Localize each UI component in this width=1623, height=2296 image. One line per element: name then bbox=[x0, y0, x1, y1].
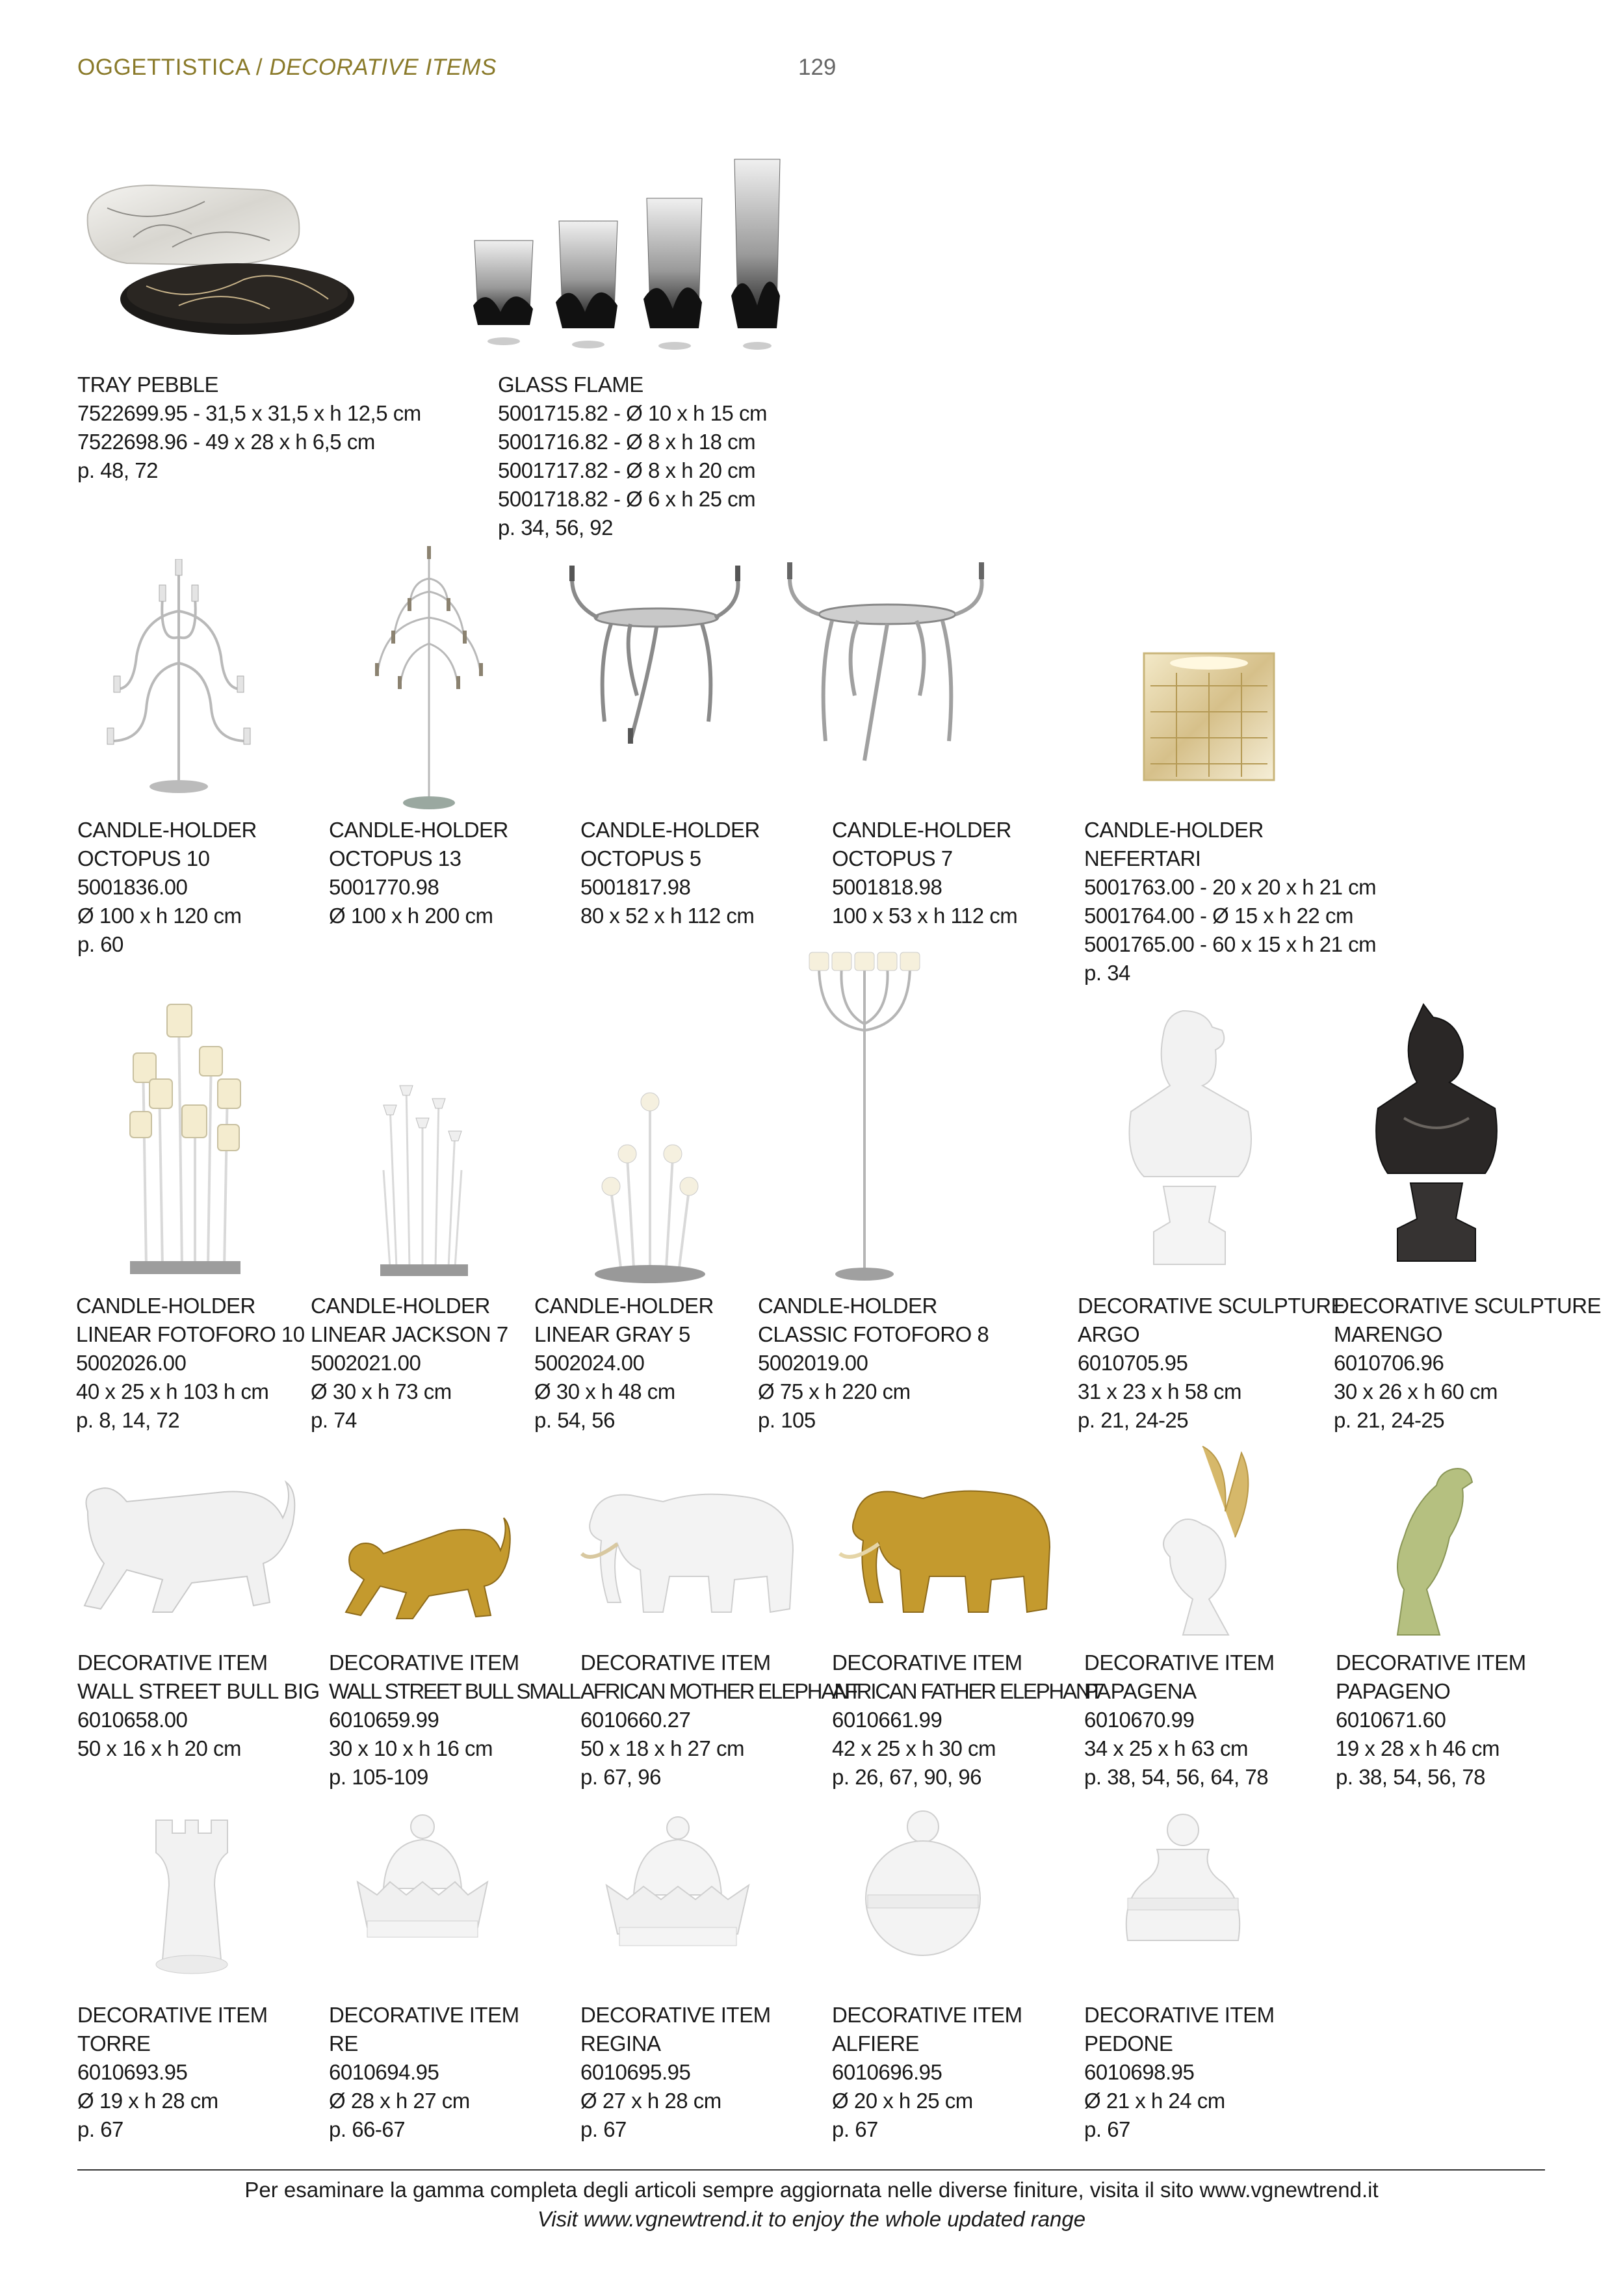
caption-line: DECORATIVE ITEM bbox=[580, 1650, 771, 1675]
caption-line: DECORATIVE ITEM bbox=[1084, 2003, 1275, 2027]
caption-line: 6010696.95 bbox=[832, 2060, 942, 2084]
caption-line: 5001715.82 - Ø 10 x h 15 cm bbox=[498, 401, 767, 425]
caption-line: 6010659.99 bbox=[329, 1708, 439, 1732]
product-caption-linear-jackson-7 bbox=[311, 1292, 508, 1435]
product-caption-papagena bbox=[1084, 1649, 1275, 1792]
caption-line: 5002019.00 bbox=[758, 1351, 868, 1375]
caption-line: 34 x 25 x h 63 cm bbox=[1084, 1736, 1248, 1760]
caption-line: Ø 28 x h 27 cm bbox=[329, 2089, 470, 2113]
caption-line: p. 60 bbox=[77, 932, 123, 956]
caption-line: DECORATIVE ITEM bbox=[77, 2003, 268, 2027]
caption-line: 6010705.95 bbox=[1078, 1351, 1188, 1375]
product-caption-african-mother-elephant bbox=[580, 1649, 860, 1792]
product-caption-octopus-10 bbox=[77, 816, 257, 959]
tray-pebble-image bbox=[75, 176, 354, 345]
caption-line: 6010693.95 bbox=[77, 2060, 188, 2084]
caption-line: 7522699.95 - 31,5 x 31,5 x h 12,5 cm bbox=[77, 401, 421, 425]
caption-line: 50 x 18 x h 27 cm bbox=[580, 1736, 744, 1760]
caption-line: CANDLE-HOLDER bbox=[580, 818, 760, 842]
caption-line: WALL STREET BULL SMALL bbox=[329, 1679, 580, 1703]
caption-line: p. 66-67 bbox=[329, 2117, 406, 2141]
caption-line: WALL STREET BULL BIG bbox=[77, 1679, 320, 1703]
product-caption-regina bbox=[580, 2001, 771, 2144]
product-caption-papageno bbox=[1336, 1649, 1526, 1792]
caption-line: p. 8, 14, 72 bbox=[76, 1408, 180, 1432]
caption-line: 5002021.00 bbox=[311, 1351, 421, 1375]
product-caption-argo bbox=[1078, 1292, 1345, 1435]
candle-holder-octopus-13-image bbox=[364, 546, 494, 813]
candle-holder-nefertari-image bbox=[1131, 640, 1287, 790]
candle-holder-linear-fotoforo-10-image bbox=[120, 1001, 250, 1287]
product-caption-re bbox=[329, 2001, 519, 2144]
candle-holder-octopus-5-image bbox=[559, 566, 747, 754]
caption-line: Ø 21 x h 24 cm bbox=[1084, 2089, 1225, 2113]
product-caption-linear-gray-5 bbox=[534, 1292, 714, 1435]
caption-line: OCTOPUS 5 bbox=[580, 846, 701, 870]
caption-line: 5001765.00 - 60 x 15 x h 21 cm bbox=[1084, 932, 1377, 956]
caption-line: p. 67 bbox=[832, 2117, 878, 2141]
caption-line: 5001818.98 bbox=[832, 875, 942, 899]
caption-line: p. 54, 56 bbox=[534, 1408, 615, 1432]
candle-holder-octopus-10-image bbox=[97, 559, 260, 800]
caption-line: CANDLE-HOLDER bbox=[76, 1294, 255, 1318]
caption-line: ARGO bbox=[1078, 1322, 1140, 1346]
sculpture-argo-image bbox=[1118, 1008, 1261, 1281]
caption-line: PAPAGENA bbox=[1084, 1679, 1197, 1703]
glass-flame-image bbox=[468, 156, 832, 358]
caption-line: Ø 20 x h 25 cm bbox=[832, 2089, 973, 2113]
caption-line: 7522698.96 - 49 x 28 x h 6,5 cm bbox=[77, 430, 375, 454]
product-caption-pedone bbox=[1084, 2001, 1275, 2144]
caption-line: DECORATIVE ITEM bbox=[329, 1650, 519, 1675]
papagena-image bbox=[1131, 1440, 1280, 1645]
product-caption-wall-street-bull-big bbox=[77, 1649, 320, 1763]
caption-line: LINEAR JACKSON 7 bbox=[311, 1322, 508, 1346]
caption-line: p. 105 bbox=[758, 1408, 816, 1432]
caption-line: GLASS FLAME bbox=[498, 372, 643, 397]
caption-line: RE bbox=[329, 2031, 358, 2055]
caption-line: DECORATIVE ITEM bbox=[1084, 1650, 1275, 1675]
caption-line: CANDLE-HOLDER bbox=[311, 1294, 490, 1318]
caption-line: DECORATIVE ITEM bbox=[832, 1650, 1022, 1675]
caption-line: Ø 75 x h 220 cm bbox=[758, 1379, 911, 1403]
product-caption-linear-fotoforo-10 bbox=[76, 1292, 305, 1435]
caption-line: 6010695.95 bbox=[580, 2060, 691, 2084]
caption-line: DECORATIVE SCULPTURE bbox=[1078, 1294, 1345, 1318]
caption-line: CANDLE-HOLDER bbox=[329, 818, 508, 842]
caption-line: CANDLE-HOLDER bbox=[1084, 818, 1264, 842]
caption-line: TORRE bbox=[77, 2031, 151, 2055]
candle-holder-octopus-7-image bbox=[780, 559, 988, 774]
product-caption-wall-street-bull-small bbox=[329, 1649, 580, 1792]
product-caption-octopus-5 bbox=[580, 816, 760, 930]
alfiere-image bbox=[858, 1807, 988, 1966]
caption-line: OCTOPUS 13 bbox=[329, 846, 461, 870]
candle-holder-classic-fotoforo-8-image bbox=[799, 946, 929, 1290]
product-caption-octopus-7 bbox=[832, 816, 1017, 930]
caption-line: OCTOPUS 7 bbox=[832, 846, 953, 870]
caption-line: DECORATIVE ITEM bbox=[77, 1650, 268, 1675]
caption-line: DECORATIVE SCULPTURE bbox=[1334, 1294, 1602, 1318]
caption-line: DECORATIVE ITEM bbox=[832, 2003, 1022, 2027]
candle-holder-linear-jackson-7-image bbox=[370, 1079, 474, 1287]
caption-line: 5001716.82 - Ø 8 x h 18 cm bbox=[498, 430, 756, 454]
caption-line: TRAY PEBBLE bbox=[77, 372, 219, 397]
caption-line: p. 38, 54, 56, 78 bbox=[1336, 1765, 1486, 1789]
product-caption-torre bbox=[77, 2001, 268, 2144]
caption-line: CANDLE-HOLDER bbox=[77, 818, 257, 842]
footer-text-it: Per esaminare la gamma completa degli articoli sempre aggiornata nelle diverse finiture, visita il sito www.vgnewtrend.it bbox=[244, 2178, 1379, 2202]
caption-line: LINEAR GRAY 5 bbox=[534, 1322, 690, 1346]
caption-line: MARENGO bbox=[1334, 1322, 1443, 1346]
header-category-it: OGGETTISTICA / bbox=[77, 55, 263, 80]
caption-line: Ø 100 x h 200 cm bbox=[329, 904, 493, 928]
caption-line: 5001763.00 - 20 x 20 x h 21 cm bbox=[1084, 875, 1377, 899]
caption-line: REGINA bbox=[580, 2031, 661, 2055]
re-image bbox=[351, 1810, 494, 1953]
caption-line: p. 34 bbox=[1084, 961, 1130, 985]
caption-line: LINEAR FOTOFORO 10 bbox=[76, 1322, 305, 1346]
caption-line: 5001717.82 - Ø 8 x h 20 cm bbox=[498, 458, 756, 482]
caption-line: 19 x 28 x h 46 cm bbox=[1336, 1736, 1500, 1760]
caption-line: 42 x 25 x h 30 cm bbox=[832, 1736, 996, 1760]
sculpture-marengo-image bbox=[1365, 1001, 1508, 1281]
caption-line: Ø 100 x h 120 cm bbox=[77, 904, 242, 928]
caption-line: p. 67, 96 bbox=[580, 1765, 661, 1789]
caption-line: p. 34, 56, 92 bbox=[498, 515, 613, 540]
caption-line: 5001817.98 bbox=[580, 875, 691, 899]
caption-line: CANDLE-HOLDER bbox=[534, 1294, 714, 1318]
caption-line: PAPAGENO bbox=[1336, 1679, 1451, 1703]
caption-line: 5001836.00 bbox=[77, 875, 188, 899]
caption-line: p. 38, 54, 56, 64, 78 bbox=[1084, 1765, 1269, 1789]
caption-line: 30 x 26 x h 60 cm bbox=[1334, 1379, 1498, 1403]
candle-holder-linear-gray-5-image bbox=[588, 1086, 712, 1287]
product-caption-octopus-13 bbox=[329, 816, 508, 930]
caption-line: 6010671.60 bbox=[1336, 1708, 1446, 1732]
caption-line: 6010658.00 bbox=[77, 1708, 188, 1732]
wall-street-bull-small-image bbox=[338, 1505, 513, 1625]
caption-line: 6010706.96 bbox=[1334, 1351, 1444, 1375]
caption-line: 6010661.99 bbox=[832, 1708, 942, 1732]
section-header bbox=[77, 55, 497, 81]
caption-line: 5002026.00 bbox=[76, 1351, 187, 1375]
wall-street-bull-big-image bbox=[75, 1472, 299, 1622]
caption-line: p. 26, 67, 90, 96 bbox=[832, 1765, 982, 1789]
product-caption-nefertari bbox=[1084, 816, 1376, 987]
caption-line: 5002024.00 bbox=[534, 1351, 645, 1375]
caption-line: AFRICAN MOTHER ELEPHANT bbox=[580, 1679, 860, 1703]
papageno-image bbox=[1378, 1459, 1488, 1645]
product-caption-alfiere bbox=[832, 2001, 1022, 2144]
caption-line: 80 x 52 x h 112 cm bbox=[580, 904, 755, 928]
caption-line: 40 x 25 x h 103 h cm bbox=[76, 1379, 269, 1403]
caption-line: Ø 27 x h 28 cm bbox=[580, 2089, 721, 2113]
pedone-image bbox=[1118, 1810, 1248, 1966]
caption-line: 5001764.00 - Ø 15 x h 22 cm bbox=[1084, 904, 1353, 928]
caption-line: NEFERTARI bbox=[1084, 846, 1201, 870]
caption-line: CANDLE-HOLDER bbox=[832, 818, 1011, 842]
caption-line: p. 67 bbox=[1084, 2117, 1130, 2141]
caption-line: DECORATIVE ITEM bbox=[1336, 1650, 1526, 1675]
caption-line: ALFIERE bbox=[832, 2031, 920, 2055]
caption-line: DECORATIVE ITEM bbox=[580, 2003, 771, 2027]
caption-line: 6010694.95 bbox=[329, 2060, 439, 2084]
header-category-en: DECORATIVE ITEMS bbox=[269, 55, 497, 80]
caption-line: Ø 30 x h 73 cm bbox=[311, 1379, 452, 1403]
caption-line: 6010670.99 bbox=[1084, 1708, 1195, 1732]
caption-line: 6010660.27 bbox=[580, 1708, 691, 1732]
regina-image bbox=[601, 1814, 754, 1963]
torre-image bbox=[143, 1814, 240, 1979]
caption-line: 5001718.82 - Ø 6 x h 25 cm bbox=[498, 487, 756, 511]
footer-text-en: Visit www.vgnewtrend.it to enjoy the whole updated range bbox=[537, 2207, 1086, 2231]
product-caption-marengo bbox=[1334, 1292, 1601, 1435]
caption-line: CANDLE-HOLDER bbox=[758, 1294, 937, 1318]
caption-line: Ø 30 x h 48 cm bbox=[534, 1379, 675, 1403]
product-caption-tray-pebble bbox=[77, 371, 421, 485]
caption-line: p. 48, 72 bbox=[77, 458, 158, 482]
caption-line: Ø 19 x h 28 cm bbox=[77, 2089, 218, 2113]
caption-line: OCTOPUS 10 bbox=[77, 846, 210, 870]
caption-line: PEDONE bbox=[1084, 2031, 1173, 2055]
caption-line: AFRICAN FATHER ELEPHANT bbox=[832, 1679, 1102, 1703]
african-father-elephant-image bbox=[832, 1472, 1053, 1625]
caption-line: 6010698.95 bbox=[1084, 2060, 1195, 2084]
product-caption-african-father-elephant bbox=[832, 1649, 1102, 1792]
caption-line: DECORATIVE ITEM bbox=[329, 2003, 519, 2027]
product-caption-classic-fotoforo-8 bbox=[758, 1292, 989, 1435]
caption-line: 100 x 53 x h 112 cm bbox=[832, 904, 1018, 928]
caption-line: p. 67 bbox=[580, 2117, 627, 2141]
caption-line: CLASSIC FOTOFORO 8 bbox=[758, 1322, 989, 1346]
caption-line: p. 105-109 bbox=[329, 1765, 428, 1789]
caption-line: p. 21, 24-25 bbox=[1078, 1408, 1189, 1432]
caption-line: 50 x 16 x h 20 cm bbox=[77, 1736, 241, 1760]
caption-line: p. 67 bbox=[77, 2117, 123, 2141]
african-mother-elephant-image bbox=[572, 1479, 799, 1625]
product-caption-glass-flame bbox=[498, 371, 767, 542]
caption-line: p. 21, 24-25 bbox=[1334, 1408, 1445, 1432]
caption-line: p. 74 bbox=[311, 1408, 357, 1432]
caption-line: 30 x 10 x h 16 cm bbox=[329, 1736, 493, 1760]
caption-line: 31 x 23 x h 58 cm bbox=[1078, 1379, 1241, 1403]
page-number: 129 bbox=[798, 55, 837, 80]
footer-divider bbox=[77, 2169, 1545, 2171]
caption-line: 5001770.98 bbox=[329, 875, 439, 899]
